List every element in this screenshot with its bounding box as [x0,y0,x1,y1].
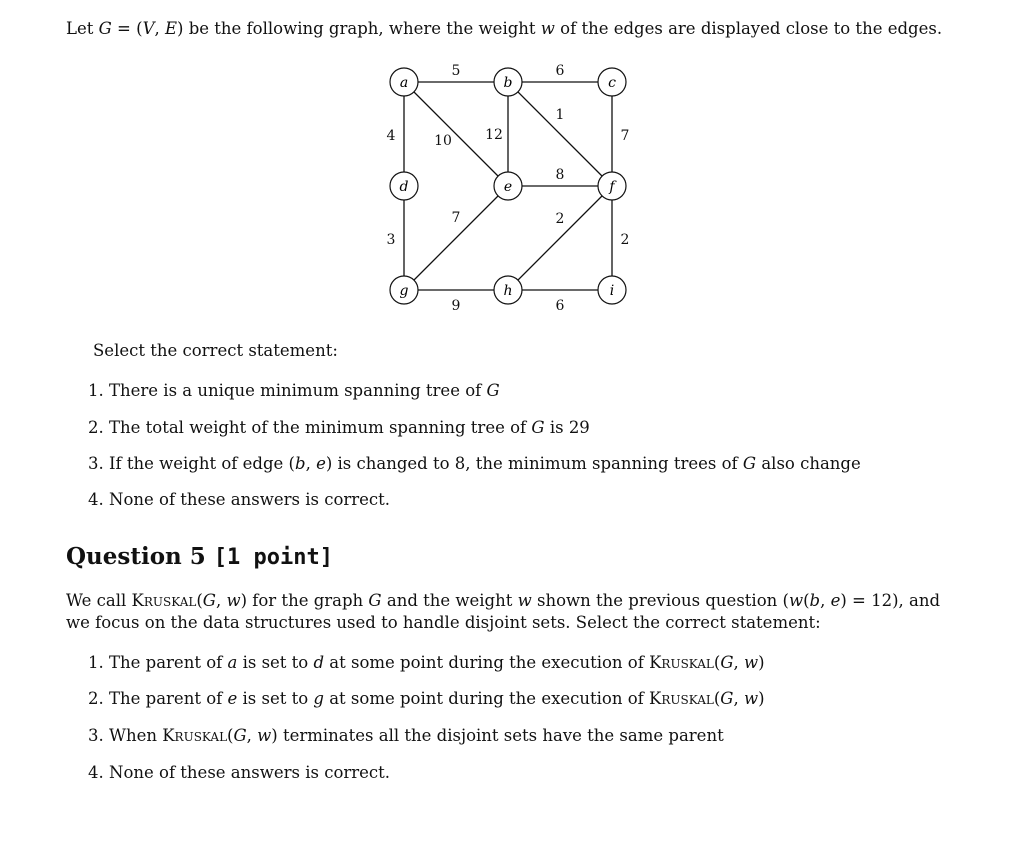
math-w: w [743,689,759,708]
option-text: terminates all the disjoint sets have the same parent [277,726,724,745]
option-text: The total weight of the minimum spanning tree of [109,418,532,437]
node-e [494,172,522,200]
q5-heading [66,542,333,573]
math-e: e [227,689,238,708]
q5-title: Question 5 [66,543,206,570]
kruskal-name: Kruskal [649,653,714,672]
node-label-h: h [503,283,513,299]
math-w: w [744,653,759,672]
node-label-b: b [503,75,513,91]
node-i [598,276,626,304]
node-label-e: e [503,179,513,195]
weight-label-b-c: 6 [555,63,565,79]
node-b [494,68,522,96]
weight-label-b-f: 1 [555,107,565,123]
option-text: The parent of [109,653,228,672]
math-a: a [227,653,238,672]
math-g: G [233,726,247,745]
math-d: d [313,653,325,672]
math-g: G [368,591,382,610]
weight-label-b-e: 12 [485,127,503,143]
q5-option-3[interactable] [88,725,724,747]
option-text: also change [756,454,861,473]
q4-prompt: Select the correct statement: [93,341,338,360]
edge-e-g [404,186,508,290]
node-label-c: c [608,75,616,91]
option-text: ( [227,726,234,745]
option-text: , [733,689,744,708]
math-g: g [313,689,324,708]
option-number: 2. [88,418,104,437]
kruskal-name: Kruskal [162,726,228,745]
edge-h-f [508,186,612,290]
weight-label-e-f: 8 [555,167,565,183]
math-w: w [788,591,804,610]
weight-label-f-i: 2 [620,232,630,248]
math-g: G [202,591,216,610]
math-g: G [531,418,545,437]
option-text: ( [713,653,721,672]
weight-label-h-f: 2 [555,211,565,227]
q5-option-2[interactable] [88,688,765,710]
weight-label-a-e: 10 [434,133,452,149]
node-d [390,172,418,200]
intro-text: = ( [111,19,143,38]
intro-text: , [154,19,165,38]
node-h [494,276,522,304]
option-text: at some point during the execution of [323,689,650,708]
option-number: 4. [88,763,104,782]
math-g: G [742,454,757,473]
option-text: at some point during the execution of [324,653,650,672]
option-text: If the weight of edge ( [109,454,295,473]
option-text: ) [271,726,278,745]
option-text: ) [758,653,765,672]
option-text: There is a unique minimum spanning tree of [109,381,487,400]
option-text: When [109,726,163,745]
option-text: , [246,726,258,745]
weight-label-e-g: 7 [451,210,461,226]
option-text: is set to [237,689,314,708]
node-f [598,172,626,200]
q5-option-1[interactable] [88,652,765,674]
option-text: , [733,653,745,672]
q5-paragraph [66,590,956,634]
weight-label-g-h: 9 [451,298,461,314]
q4-option-1[interactable] [88,380,500,402]
q5-points: [1 point] [213,545,334,570]
para-text: shown the previous question ( [531,591,789,610]
intro-text: Let [66,19,99,38]
q4-option-3[interactable] [88,453,861,475]
node-a [390,68,418,96]
para-text: ) = 12), and we focus on the data structures used to handle disjoint sets. Select the correct statement: [66,591,941,632]
option-text: ) [758,689,765,708]
kruskal-name: Kruskal [649,689,714,708]
weight-label-d-g: 3 [386,232,396,248]
intro-text: ) be the following graph, where the weight [177,19,541,38]
option-text: ) is changed to 8, the minimum spanning trees of [325,454,743,473]
node-c [598,68,626,96]
option-text: ( [713,689,721,708]
graph-figure [0,0,1024,330]
para-text: We call [66,591,132,610]
math-e: E [164,19,178,38]
option-number: 1. [88,381,104,400]
para-text: , [215,591,227,610]
math-v: V [142,19,155,38]
q5-option-4[interactable] [88,762,390,784]
math-g: G [720,653,734,672]
weight-label-a-d: 4 [386,128,396,144]
math-b: b [295,454,306,473]
option-text: The parent of [109,689,228,708]
weight-label-h-i: 6 [555,298,565,314]
math-e: e [830,591,841,610]
math-e: e [316,454,326,473]
math-w: w [257,726,272,745]
para-text: ( [803,591,810,610]
math-b: b [809,591,821,610]
math-w: w [517,591,532,610]
option-text: None of these answers is correct. [109,490,391,509]
math-g: G [486,381,500,400]
math-g: G [98,19,112,38]
option-number: 3. [88,726,104,745]
node-label-f: f [609,179,615,195]
node-label-g: g [399,283,409,299]
node-g [390,276,418,304]
option-number: 4. [88,490,104,509]
option-text: is 29 [544,418,590,437]
node-label-a: a [399,75,409,91]
option-number: 2. [88,689,104,708]
weight-label-a-b: 5 [451,63,461,79]
q4-option-2[interactable] [88,417,590,439]
option-number: 3. [88,454,104,473]
kruskal-name: Kruskal [131,591,197,610]
option-text: is set to [237,653,314,672]
math-g: G [720,689,734,708]
node-label-d: d [399,179,409,195]
para-text: , [820,591,831,610]
option-text: None of these answers is correct. [109,763,391,782]
para-text: and the weight [381,591,518,610]
math-w: w [226,591,241,610]
math-w: w [540,19,555,38]
node-label-i: i [609,283,615,299]
intro-text: of the edges are displayed close to the edges. [554,19,943,38]
para-text: ) for the graph [240,591,369,610]
option-text: , [305,454,317,473]
para-text: ( [196,591,203,610]
weight-label-c-f: 7 [620,128,630,144]
q4-option-4[interactable] [88,489,390,511]
option-number: 1. [88,653,104,672]
